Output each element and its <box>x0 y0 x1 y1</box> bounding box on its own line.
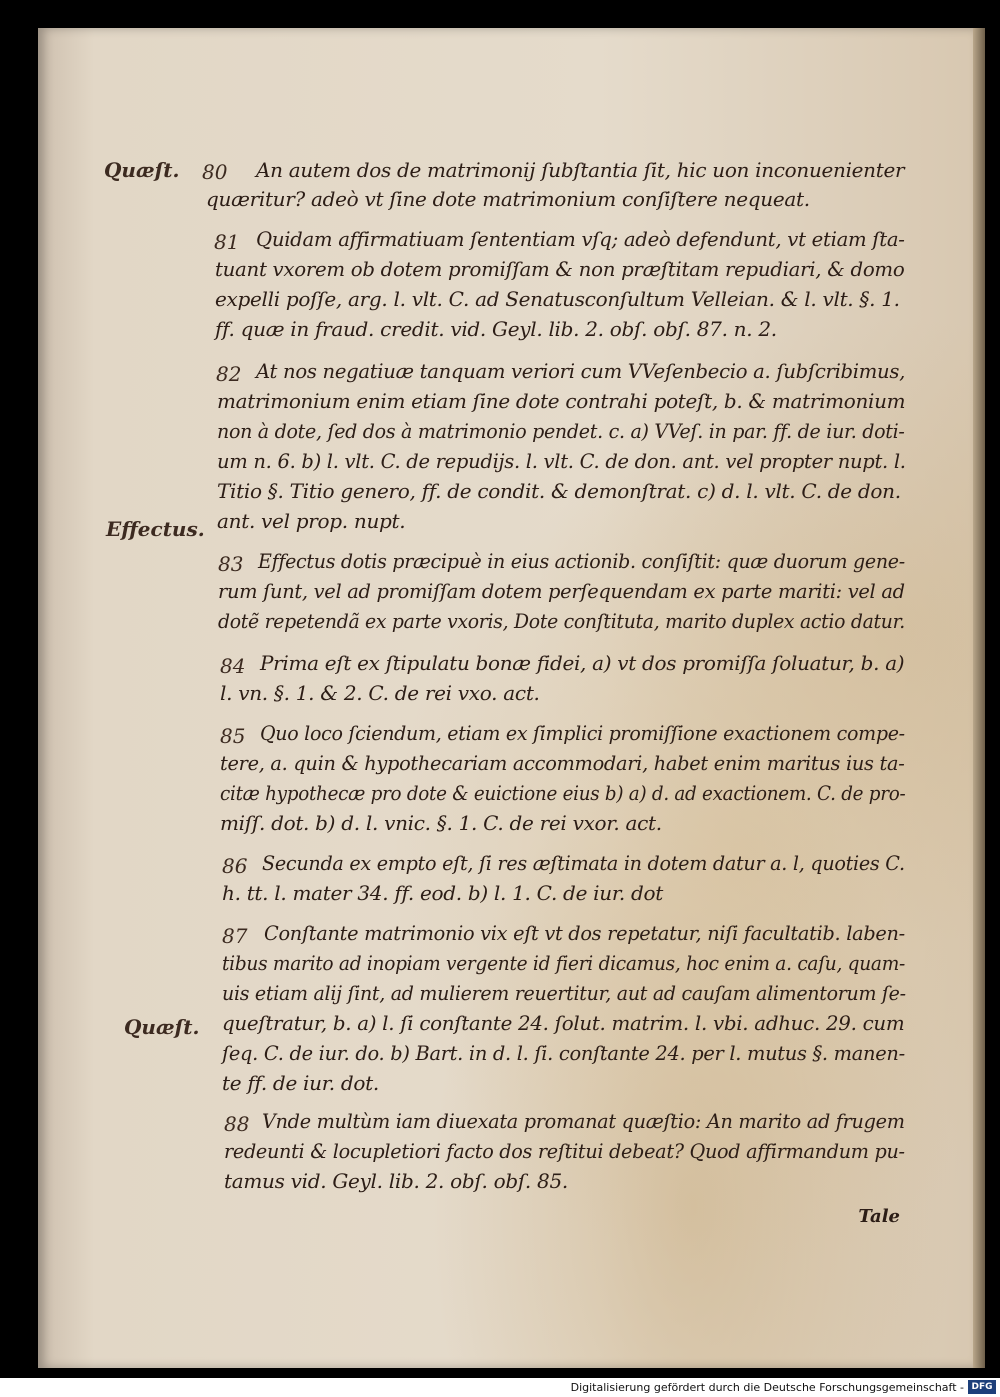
paragraph-number: 80 <box>202 160 228 184</box>
text-line: Titio §. Titio genero, ff. de condit. & demonſtrat. c) d. l. vlt. C. de don. <box>217 479 901 503</box>
paragraph-number: 86 <box>222 854 248 878</box>
text-line: redeunti & locupletiori facto dos reſtitui debeat? Quod affirmandum pu- <box>224 1139 905 1163</box>
paragraph-number: 82 <box>216 362 242 386</box>
paragraph-number: 83 <box>218 552 244 576</box>
text-line: citæ hypothecæ pro dote & euictione eius b) a) d. ad exactionem. C. de pro- <box>220 781 906 805</box>
text-line: uis etiam alij ſint, ad mulierem reuertitur, aut ad cauſam alimentorum ſe- <box>222 981 906 1005</box>
page-edge <box>973 28 985 1368</box>
text-line: Quo loco ſciendum, etiam ex ſimplici promiſſione exactionem compe- <box>260 721 905 745</box>
text-line: tuant vxorem ob dotem promiſſam & non præſtitam repudiari, & domo <box>215 257 905 281</box>
margin-note-quaest: Quæſt. <box>124 1015 200 1039</box>
text-line: non à dote, ſed dos à matrimonio pendet. c. a) VVeſ. in par. ff. de iur. doti- <box>217 419 905 443</box>
text-line: Conſtante matrimonio vix eſt vt dos repetatur, niſi facultatib. laben- <box>264 921 905 945</box>
text-line: Vnde multùm iam diuexata promanat quæſtio: An marito ad frugem <box>262 1109 905 1133</box>
text-line: um n. 6. b) l. vlt. C. de repudijs. l. vlt. C. de don. ant. vel propter nupt. l. <box>217 449 906 473</box>
text-line: l. vn. §. 1. & 2. C. de rei vxo. act. <box>220 681 540 705</box>
footer-credit: Digitalisierung gefördert durch die Deutsche Forschungsgemeinschaft - <box>570 1381 964 1394</box>
paragraph-number: 84 <box>220 654 246 678</box>
text-line: rum ſunt, vel ad promiſſam dotem perſequendam ex parte mariti: vel ad <box>218 579 905 603</box>
margin-note-effectus: Effectus. <box>106 517 205 541</box>
text-line: expelli poſſe, arg. l. vlt. C. ad Senatusconſultum Velleian. & l. vlt. §. 1. <box>215 287 900 311</box>
text-line: ff. quæ in fraud. credit. vid. Geyl. lib. 2. obſ. obſ. 87. n. 2. <box>215 317 777 341</box>
text-line: Prima eſt ex ſtipulatu bonæ fidei, a) vt dos promiſſa ſoluatur, b. a) <box>260 651 905 675</box>
text-line: ſeq. C. de iur. do. b) Bart. in d. l. ſi. conſtante 24. per l. mutus §. manen- <box>222 1041 905 1065</box>
text-line: queſtratur, b. a) l. ſi conſtante 24. ſolut. matrim. l. vbi. adhuc. 29. cum <box>222 1011 905 1035</box>
text-line: ant. vel prop. nupt. <box>217 509 406 533</box>
paragraph-number: 85 <box>220 724 246 748</box>
text-line: miſſ. dot. b) d. l. vnic. §. 1. C. de rei vxor. act. <box>220 811 662 835</box>
text-line: h. tt. l. mater 34. ff. eod. b) l. 1. C. de iur. dot <box>222 881 663 905</box>
catchword: Tale <box>858 1206 900 1227</box>
text-line: matrimonium enim etiam ſine dote contrahi poteſt, b. & matrimonium <box>217 389 906 413</box>
text-line: quæritur? adeò vt ſine dote matrimonium conſiſtere nequeat. <box>206 187 810 211</box>
text-line: te ff. de iur. dot. <box>222 1071 379 1095</box>
text-line: An autem dos de matrimonij ſubſtantia ſit, hic uon inconuenienter <box>256 158 905 182</box>
text-line: Secunda ex empto eſt, ſi res æſtimata in dotem datur a. l, quoties C. <box>262 851 905 875</box>
text-line: tamus vid. Geyl. lib. 2. obſ. obſ. 85. <box>224 1169 568 1193</box>
text-line: tere, a. quin & hypothecariam accommodari, habet enim maritus ius ta- <box>220 751 905 775</box>
text-line: dotẽ repetendã ex parte vxoris, Dote conſtituta, marito duplex actio datur. <box>218 609 905 633</box>
margin-note-quaest: Quæſt. <box>104 158 180 182</box>
text-line: Quidam affirmatiuam ſententiam vſq; adeò defendunt, vt etiam ſta- <box>256 227 905 251</box>
paragraph-number: 81 <box>214 230 240 254</box>
text-line: Effectus dotis præcipuè in eius actionib. conſiſtit: quæ duorum gene- <box>258 549 905 573</box>
text-line: tibus marito ad inopiam vergente id fieri dicamus, hoc enim a. caſu, quam- <box>222 951 905 975</box>
text-line: At nos negatiuæ tanquam veriori cum VVeſenbecio a. ſubſcribimus, <box>256 359 906 383</box>
paragraph-number: 87 <box>222 924 248 948</box>
dfg-logo-icon: DFG <box>968 1380 996 1394</box>
paragraph-number: 88 <box>224 1112 250 1136</box>
